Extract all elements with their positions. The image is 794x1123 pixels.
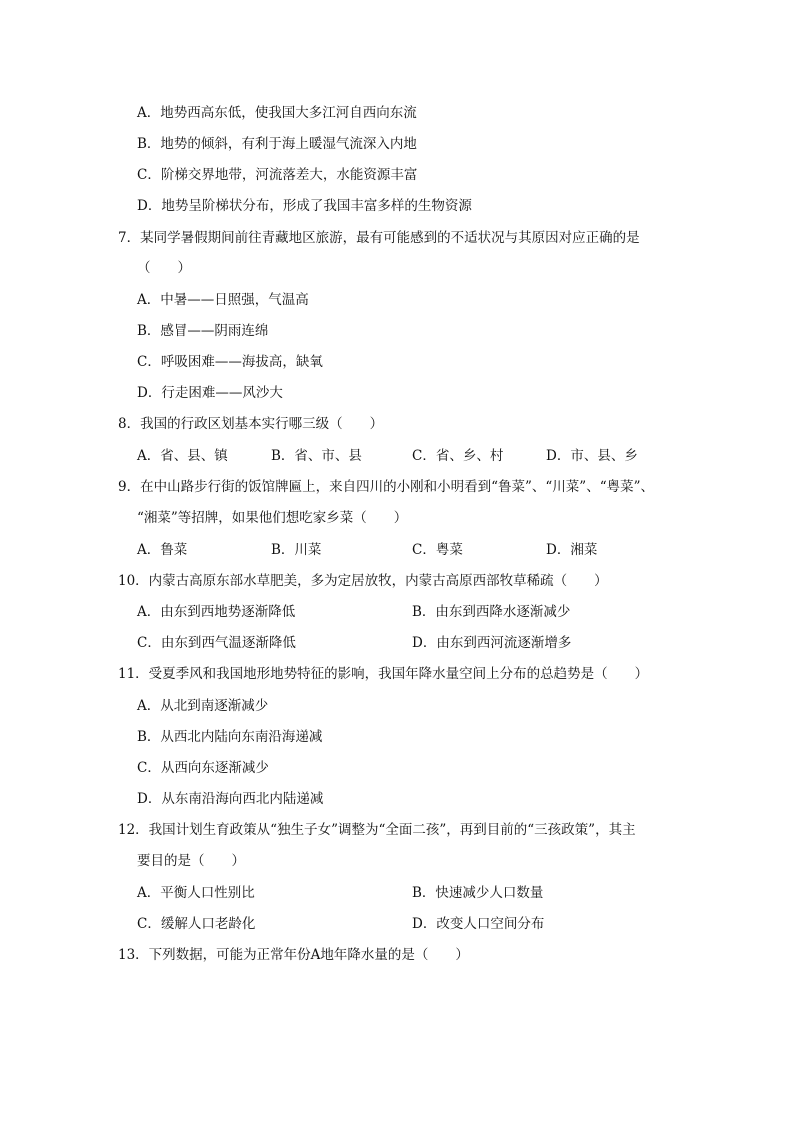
q10-option-a: A．由东到西地势逐渐降低 (137, 604, 296, 620)
q12-option-d: D．改变人口空间分布 (412, 916, 545, 932)
q10-option-d: D．由东到西河流逐渐增多 (412, 635, 572, 651)
q8-stem: 8．我国的行政区划基本实行哪三级（ ） (118, 416, 384, 432)
q12-option-c: C．缓解人口老龄化 (137, 916, 256, 932)
q11-option-d: D．从东南沿海向西北内陆递减 (137, 791, 324, 807)
q7-option-c: C．呼吸困难——海拔高，缺氧 (137, 354, 323, 370)
q10-stem: 10．内蒙古高原东部水草肥美，多为定居放牧，内蒙古高原西部牧草稀疏（ ） (118, 573, 608, 589)
q10-option-b: B．由东到西降水逐渐减少 (412, 604, 571, 620)
q10-option-c: C．由东到西气温逐渐降低 (137, 635, 296, 651)
q7-stem-line1: 7．某同学暑假期间前往青藏地区旅游，最有可能感到的不适状况与其原因对应正确的是 (118, 230, 640, 246)
q7-option-a: A．中暑——日照强，气温高 (137, 292, 309, 308)
q7-option-b: B．感冒——阴雨连绵 (137, 323, 269, 339)
q9-option-b: B．川菜 (271, 542, 322, 558)
q6-option-d: D．地势呈阶梯状分布，形成了我国丰富多样的生物资源 (137, 198, 472, 214)
q9-option-c: C．粤菜 (412, 542, 463, 558)
q9-option-a: A．鲁菜 (137, 542, 188, 558)
q6-option-b: B．地势的倾斜，有利于海上暖湿气流深入内地 (137, 136, 417, 152)
q12-option-a: A．平衡人口性别比 (137, 885, 255, 901)
q8-option-c: C．省、乡、村 (412, 448, 504, 464)
q8-option-a: A．省、县、镇 (137, 448, 228, 464)
q8-option-d: D．市、县、乡 (546, 448, 638, 464)
q8-option-b: B．省、市、县 (271, 448, 362, 464)
q7-stem-line2: （ ） (137, 260, 191, 276)
q11-stem: 11．受夏季风和我国地形地势特征的影响，我国年降水量空间上分布的总趋势是（ ） (118, 666, 649, 682)
q11-option-c: C．从西向东逐渐减少 (137, 760, 269, 776)
q7-option-d: D．行走困难——风沙大 (137, 385, 283, 401)
q9-stem-line2: “湘菜”等招牌，如果他们想吃家乡菜（ ） (137, 510, 408, 526)
q6-option-a: A．地势西高东低，使我国大多江河自西向东流 (137, 105, 417, 121)
q12-option-b: B．快速减少人口数量 (412, 885, 544, 901)
q12-stem-line1: 12．我国计划生育政策从“独生子女”调整为“全面二孩”，再到目前的“三孩政策”，其主 (118, 822, 636, 838)
q13-stem: 13．下列数据，可能为正常年份A地年降水量的是（ ） (118, 947, 469, 963)
q9-stem-line1: 9．在中山路步行街的饭馆牌匾上，来自四川的小刚和小明看到“鲁菜”、“川菜”、“粤菜”、 (118, 479, 654, 495)
q9-option-d: D．湘菜 (546, 542, 598, 558)
q11-option-a: A．从北到南逐渐减少 (137, 698, 269, 714)
q11-option-b: B．从西北内陆向东南沿海递减 (137, 729, 323, 745)
q12-stem-line2: 要目的是（ ） (137, 853, 245, 869)
q6-option-c: C．阶梯交界地带，河流落差大，水能资源丰富 (137, 167, 418, 183)
